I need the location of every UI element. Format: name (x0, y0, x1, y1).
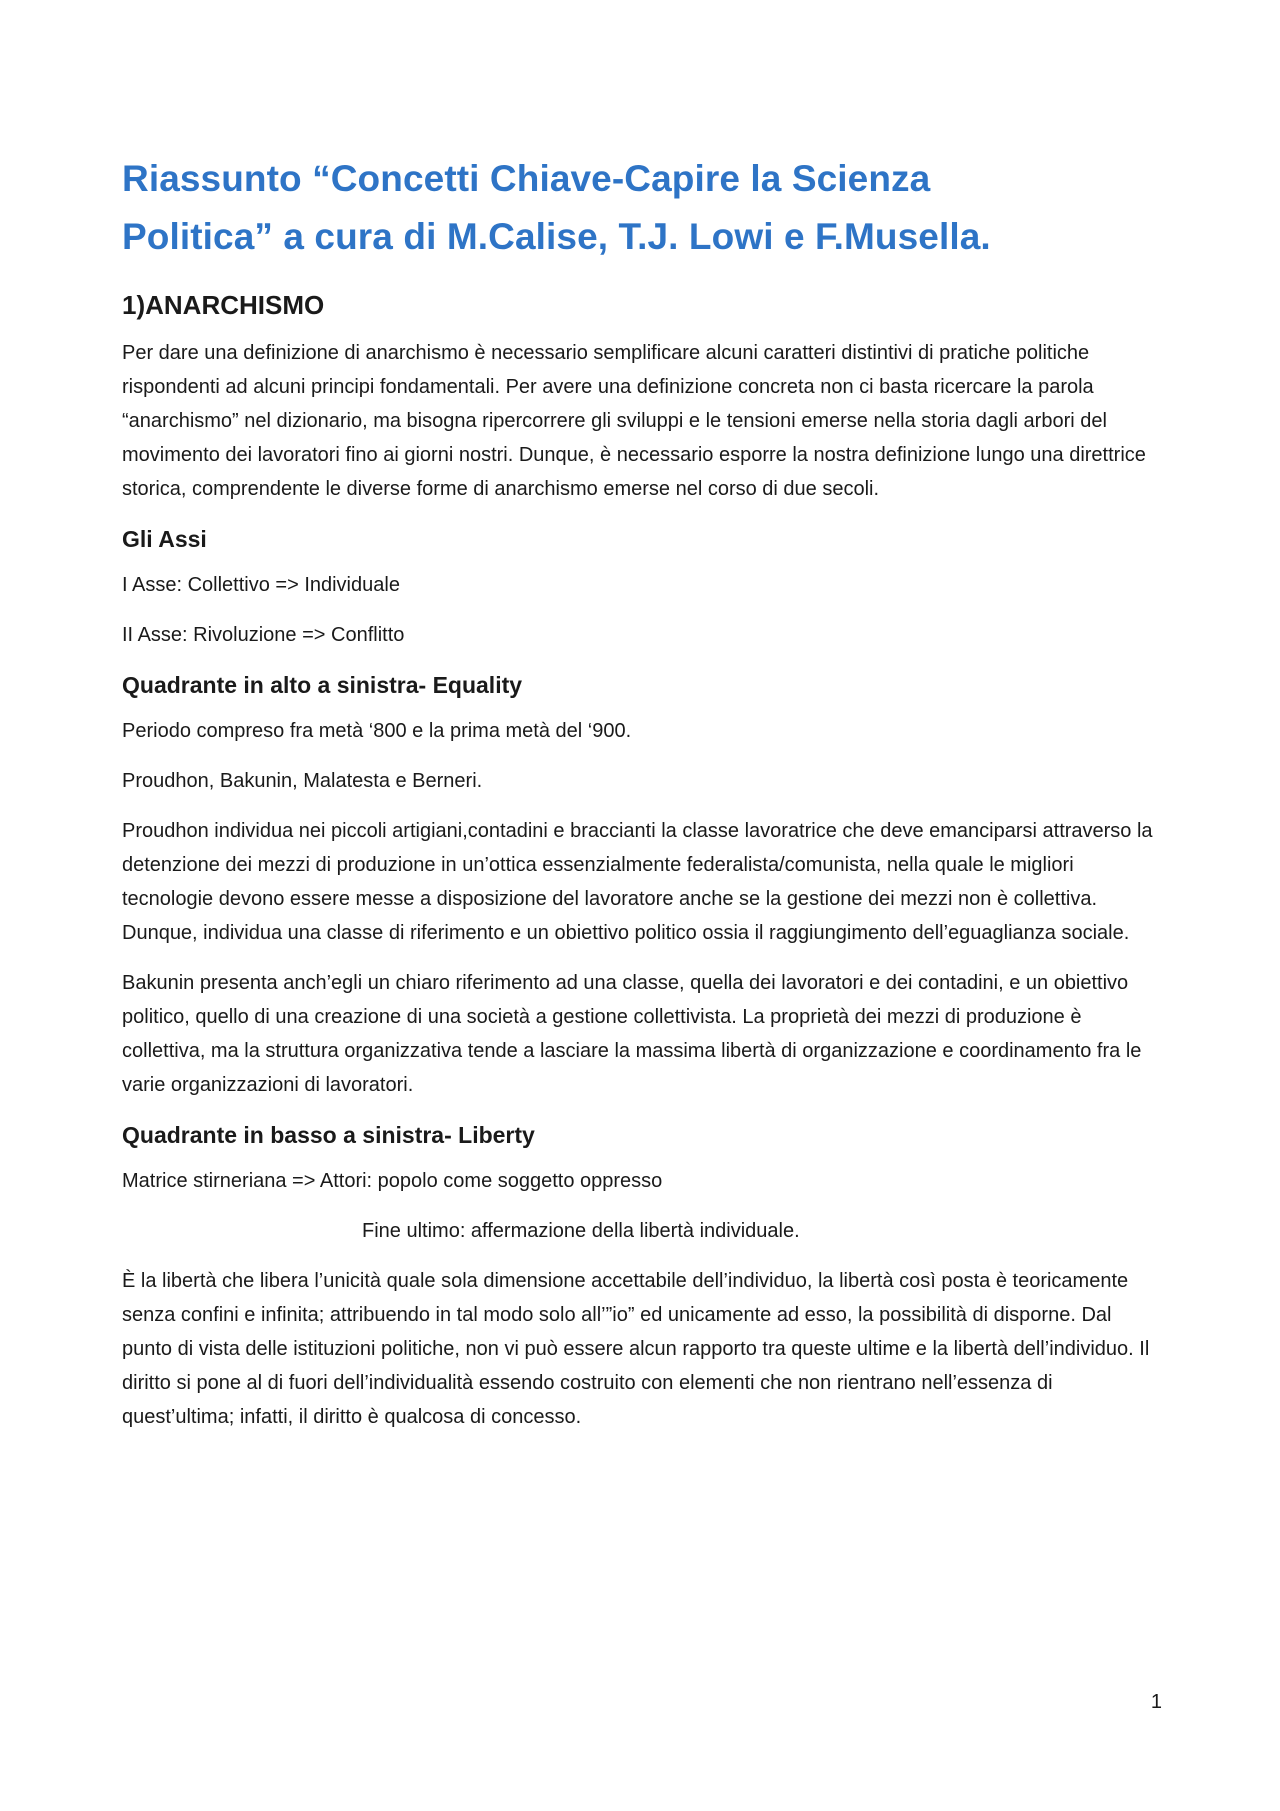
asse-1-text: I Asse: Collettivo => Individuale (122, 574, 400, 596)
liberty-matrice-text: Matrice stirneriana => Attori: popolo come soggetto oppresso (122, 1170, 663, 1192)
equality-authors-text: Proudhon, Bakunin, Malatesta e Berneri. (122, 770, 483, 792)
liberty-fine-text: Fine ultimo: affermazione della libertà individuale. (362, 1220, 800, 1242)
heading-gli-assi: Gli Assi (122, 526, 207, 552)
document-title-line-1: Riassunto “Concetti Chiave-Capire la Scienza (122, 158, 931, 199)
page-number: 1 (1150, 1691, 1162, 1713)
section-heading-anarchismo: 1)ANARCHISMO (122, 290, 325, 320)
intro-paragraph: Per dare una definizione di anarchismo è necessario semplificare alcuni caratteri distintivi di pratiche politiche rispondenti ad alcuni principi fondamentali. Per avere una definizione concreta non ci basta ricercare la parola “anarchismo” nel dizionario, ma bisogna ripercorrere gli sviluppi e le tensioni emerse nella storia dagli arbori del movimento dei lavoratori fino ai giorni nostri. Dunque, è necessario esporre la nostra definizione lungo una direttrice storica, comprendente le diverse forme di anarchismo emerse nel corso di due secoli. (122, 342, 1146, 500)
liberty-paragraph: È la libertà che libera l’unicità quale sola dimensione accettabile dell’individuo, la libertà così posta è teoricamente senza confini e infinita; attribuendo in tal modo solo all’”io” ed unicamente ad esso, la possibilità di disporne. Dal punto di vista delle istituzioni politiche, non vi può essere alcun rapporto tra queste ultime e la libertà dell’individuo. Il diritto si pone al di fuori dell’individualità essendo costruito con elementi che non rientrano nell’essenza di quest’ultima; infatti, il diritto è qualcosa di concesso. (122, 1270, 1150, 1428)
document-title-line-2: Politica” a cura di M.Calise, T.J. Lowi e F.Musella. (122, 216, 991, 257)
heading-liberty: Quadrante in basso a sinistra- Liberty (122, 1122, 535, 1148)
document-page (122, 150, 1162, 1450)
bakunin-paragraph: Bakunin presenta anch’egli un chiaro riferimento ad una classe, quella dei lavoratori e dei contadini, e un obiettivo politico, quello di una creazione di una società a gestione collettivista. La proprietà dei mezzi di produzione è collettiva, ma la struttura organizzativa tende a lasciare la massima libertà di organizzazione e coordinamento fra le varie organizzazioni di lavoratori. (122, 972, 1142, 1096)
document-title (122, 150, 1162, 266)
heading-equality: Quadrante in alto a sinistra- Equality (122, 672, 523, 698)
asse-2-text: II Asse: Rivoluzione => Conflitto (122, 624, 405, 646)
proudhon-paragraph: Proudhon individua nei piccoli artigiani,contadini e braccianti la classe lavoratrice che deve emanciparsi attraverso la detenzione dei mezzi di produzione in un’ottica essenzialmente federalista/comunista, nella quale le migliori tecnologie devono essere messe a disposizione del lavoratore anche se la gestione dei mezzi non è collettiva. Dunque, individua una classe di riferimento e un obiettivo politico ossia il raggiungimento dell’eguaglianza sociale. (122, 820, 1153, 944)
equality-period-text: Periodo compreso fra metà ‘800 e la prima metà del ‘900. (122, 720, 632, 742)
